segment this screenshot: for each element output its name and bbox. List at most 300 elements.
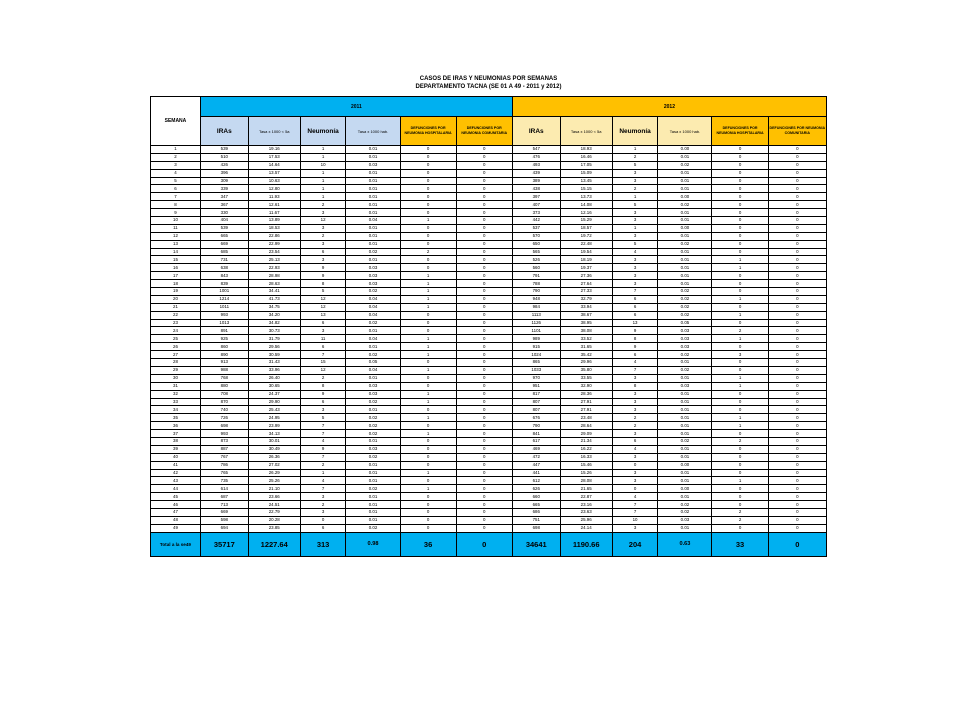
table-cell: 0.03	[658, 516, 712, 524]
table-cell: 0	[768, 256, 826, 264]
table-cell: 0.02	[658, 508, 712, 516]
table-cell: 0.03	[658, 327, 712, 335]
table-cell: 1011	[200, 303, 248, 311]
table-cell: 18.53	[248, 224, 300, 232]
table-cell: 0	[768, 201, 826, 209]
table-cell: 0	[712, 469, 768, 477]
table-cell: 0	[456, 335, 512, 343]
table-cell: 27.91	[560, 406, 612, 414]
table-cell: 27.36	[560, 272, 612, 280]
table-cell: 3	[612, 256, 658, 264]
table-cell: 0	[456, 217, 512, 225]
table-cell: 0	[456, 406, 512, 414]
table-row	[151, 280, 827, 288]
table-cell: 0.02	[658, 161, 712, 169]
table-cell: 0	[768, 501, 826, 509]
table-cell: 35.42	[560, 351, 612, 359]
table-cell: 1	[400, 485, 456, 493]
table-cell: 0	[456, 524, 512, 532]
table-cell: 2	[300, 201, 346, 209]
table-cell: 1	[400, 288, 456, 296]
table-cell: 10	[612, 516, 658, 524]
table-cell: 6	[612, 311, 658, 319]
table-cell: 0	[400, 374, 456, 382]
table-cell: 13	[612, 319, 658, 327]
table-cell: 2	[300, 374, 346, 382]
table-cell: 2	[300, 461, 346, 469]
table-cell: 23.16	[560, 501, 612, 509]
table-cell: 0	[768, 264, 826, 272]
table-cell: 3	[612, 524, 658, 532]
table-cell: 7	[300, 453, 346, 461]
table-cell: 0	[456, 280, 512, 288]
table-cell: 1101	[512, 327, 560, 335]
table-cell: 13	[300, 311, 346, 319]
table-cell: 8	[612, 382, 658, 390]
table-cell: 13.89	[248, 217, 300, 225]
table-cell: 4	[612, 493, 658, 501]
table-row	[151, 288, 827, 296]
table-cell: 6	[612, 437, 658, 445]
table-cell: 3	[612, 280, 658, 288]
table-cell: 0.05	[346, 359, 400, 367]
week-cell: 38	[151, 437, 201, 445]
table-cell: 0.01	[346, 461, 400, 469]
table-cell: 23.63	[560, 508, 612, 516]
table-cell: 397	[512, 193, 560, 201]
table-cell: 0	[456, 327, 512, 335]
table-cell: 0.02	[658, 240, 712, 248]
table-cell: 0.01	[658, 445, 712, 453]
table-cell: 0	[400, 493, 456, 501]
week-cell: 9	[151, 209, 201, 217]
table-cell: 11	[300, 335, 346, 343]
table-cell: 1	[712, 335, 768, 343]
table-cell: 12.16	[560, 209, 612, 217]
table-cell: 23.99	[248, 422, 300, 430]
table-cell: 0.01	[346, 516, 400, 524]
table-cell: 0.02	[658, 311, 712, 319]
table-cell: 0	[768, 461, 826, 469]
table-cell: 0	[768, 327, 826, 335]
table-cell: 988	[200, 366, 248, 374]
table-row	[151, 201, 827, 209]
table-cell: 768	[200, 374, 248, 382]
table-cell: 10.63	[248, 177, 300, 185]
table-cell: 0.01	[658, 430, 712, 438]
table-cell: 870	[200, 398, 248, 406]
table-cell: 0	[712, 303, 768, 311]
table-cell: 28.63	[248, 280, 300, 288]
table-cell: 12	[300, 366, 346, 374]
table-cell: 526	[512, 256, 560, 264]
table-cell: 1	[400, 366, 456, 374]
table-cell: 28.08	[560, 477, 612, 485]
table-cell: 565	[512, 248, 560, 256]
table-cell: 650	[512, 240, 560, 248]
table-cell: 0	[768, 217, 826, 225]
table-cell: 0	[768, 161, 826, 169]
table-cell: 28.98	[248, 272, 300, 280]
table-cell: 0	[712, 288, 768, 296]
week-cell: 23	[151, 319, 201, 327]
week-cell: 6	[151, 185, 201, 193]
table-cell: 27.33	[560, 288, 612, 296]
table-row	[151, 516, 827, 524]
table-cell: 0	[768, 493, 826, 501]
table-cell: 0	[400, 406, 456, 414]
week-cell: 26	[151, 343, 201, 351]
table-cell: 807	[512, 406, 560, 414]
table-cell: 7	[612, 508, 658, 516]
table-cell: 27.64	[560, 280, 612, 288]
table-cell: 0	[456, 430, 512, 438]
table-cell: 0	[456, 359, 512, 367]
week-cell: 7	[151, 193, 201, 201]
semana-header: SEMANA	[151, 97, 201, 146]
col-def-hosp-2012: DEFUNCIONES POR NEUMONIA HOSPITALARIA	[712, 117, 768, 146]
table-cell: 984	[512, 303, 560, 311]
table-cell: 3	[612, 217, 658, 225]
table-cell: 396	[200, 169, 248, 177]
table-cell: 0.01	[658, 177, 712, 185]
table-row	[151, 430, 827, 438]
table-row	[151, 193, 827, 201]
table-cell: 29.56	[248, 343, 300, 351]
table-cell: 0.01	[346, 493, 400, 501]
table-cell: 0	[712, 177, 768, 185]
table-cell: 0	[400, 264, 456, 272]
table-cell: 0	[456, 272, 512, 280]
col-def-com-2012: DEFUNCIONES POR NEUMONIA COMUNITARIA	[768, 117, 826, 146]
table-cell: 1	[300, 193, 346, 201]
table-cell: 2	[612, 185, 658, 193]
table-cell: 16.46	[560, 153, 612, 161]
table-row	[151, 319, 827, 327]
table-cell: 0.01	[658, 477, 712, 485]
table-cell: 0	[712, 169, 768, 177]
table-cell: 0.02	[658, 437, 712, 445]
table-cell: 0	[768, 343, 826, 351]
table-cell: 0	[712, 209, 768, 217]
table-cell: 547	[512, 146, 560, 154]
week-cell: 35	[151, 414, 201, 422]
table-cell: 476	[512, 153, 560, 161]
table-cell: 713	[200, 501, 248, 509]
table-cell: 438	[512, 185, 560, 193]
col-neumonia-2012: Neumonía	[612, 117, 658, 146]
table-cell: 0	[456, 169, 512, 177]
totals-cell: 33	[712, 532, 768, 556]
table-cell: 0.01	[658, 469, 712, 477]
table-cell: 698	[200, 422, 248, 430]
table-cell: 788	[512, 280, 560, 288]
table-cell: 439	[512, 169, 560, 177]
col-tasa-iras-2012: Tasa x 1000 < 5a	[560, 117, 612, 146]
table-cell: 34.82	[248, 319, 300, 327]
table-row	[151, 461, 827, 469]
table-cell: 6	[300, 343, 346, 351]
table-cell: 0	[400, 501, 456, 509]
table-cell: 1	[712, 295, 768, 303]
table-cell: 17.53	[248, 153, 300, 161]
table-cell: 0.01	[346, 240, 400, 248]
table-cell: 3	[612, 272, 658, 280]
table-cell: 790	[512, 288, 560, 296]
table-cell: 27.91	[560, 398, 612, 406]
table-row	[151, 335, 827, 343]
table-cell: 0.01	[658, 453, 712, 461]
table-cell: 3	[612, 453, 658, 461]
week-cell: 42	[151, 469, 201, 477]
table-cell: 0.01	[346, 327, 400, 335]
table-cell: 0	[768, 430, 826, 438]
table-cell: 0.01	[658, 414, 712, 422]
table-cell: 0.01	[658, 398, 712, 406]
table-cell: 614	[200, 485, 248, 493]
table-cell: 0	[768, 319, 826, 327]
table-cell: 3	[612, 406, 658, 414]
table-cell: 28.36	[560, 390, 612, 398]
table-cell: 0	[456, 437, 512, 445]
table-cell: 626	[512, 485, 560, 493]
table-cell: 0	[400, 209, 456, 217]
table-cell: 0.04	[346, 295, 400, 303]
table-cell: 30.49	[248, 445, 300, 453]
table-cell: 1	[300, 169, 346, 177]
title-line-2: DEPARTAMENTO TACNA (SE 01 A 49 - 2011 y 2012)	[415, 84, 562, 90]
table-cell: 309	[200, 177, 248, 185]
table-cell: 0.00	[658, 485, 712, 493]
table-cell: 0.01	[658, 422, 712, 430]
table-cell: 0.03	[346, 272, 400, 280]
table-cell: 617	[512, 437, 560, 445]
table-cell: 22.87	[560, 493, 612, 501]
table-cell: 9	[300, 264, 346, 272]
table-cell: 426	[200, 161, 248, 169]
table-cell: 1	[400, 280, 456, 288]
week-cell: 43	[151, 477, 201, 485]
table-cell: 0	[768, 485, 826, 493]
table-cell: 0.02	[346, 288, 400, 296]
table-cell: 6	[300, 398, 346, 406]
table-cell: 0.04	[346, 366, 400, 374]
table-cell: 18.57	[560, 224, 612, 232]
table-cell: 0.01	[346, 177, 400, 185]
table-cell: 0.02	[346, 422, 400, 430]
table-cell: 1	[400, 390, 456, 398]
table-cell: 0	[768, 374, 826, 382]
table-cell: 15.46	[560, 461, 612, 469]
table-cell: 0.01	[346, 232, 400, 240]
table-cell: 0	[400, 477, 456, 485]
week-cell: 18	[151, 280, 201, 288]
table-cell: 3	[612, 430, 658, 438]
table-cell: 3	[612, 477, 658, 485]
table-cell: 0	[712, 161, 768, 169]
table-cell: 0	[400, 161, 456, 169]
table-cell: 913	[200, 359, 248, 367]
table-cell: 790	[512, 422, 560, 430]
table-row	[151, 256, 827, 264]
table-cell: 7	[300, 430, 346, 438]
table-cell: 1	[400, 335, 456, 343]
table-row	[151, 524, 827, 532]
table-cell: 19.16	[248, 146, 300, 154]
table-cell: 0	[768, 272, 826, 280]
totals-cell: 0	[768, 532, 826, 556]
table-cell: 638	[200, 264, 248, 272]
table-cell: 0	[712, 359, 768, 367]
table-cell: 15.15	[560, 185, 612, 193]
table-cell: 25.43	[248, 406, 300, 414]
table-cell: 4	[612, 359, 658, 367]
table-cell: 0.01	[346, 209, 400, 217]
table-cell: 0	[712, 193, 768, 201]
table-cell: 15	[300, 359, 346, 367]
table-cell: 0	[456, 177, 512, 185]
table-cell: 7	[300, 485, 346, 493]
table-cell: 30.59	[248, 351, 300, 359]
table-cell: 0	[456, 501, 512, 509]
table-cell: 0.01	[658, 185, 712, 193]
week-cell: 20	[151, 295, 201, 303]
week-cell: 41	[151, 461, 201, 469]
table-cell: 0.01	[658, 359, 712, 367]
table-cell: 0	[768, 335, 826, 343]
table-cell: 0.01	[658, 406, 712, 414]
table-cell: 510	[200, 153, 248, 161]
table-cell: 0	[456, 153, 512, 161]
table-cell: 0	[712, 272, 768, 280]
table-cell: 731	[200, 256, 248, 264]
table-cell: 0.04	[346, 217, 400, 225]
table-cell: 843	[200, 272, 248, 280]
table-cell: 9	[300, 272, 346, 280]
table-cell: 0	[768, 366, 826, 374]
table-cell: 0	[456, 351, 512, 359]
table-row	[151, 232, 827, 240]
table-cell: 7	[300, 351, 346, 359]
table-cell: 19.37	[560, 264, 612, 272]
table-cell: 0.01	[346, 469, 400, 477]
week-cell: 11	[151, 224, 201, 232]
table-cell: 34.75	[248, 303, 300, 311]
table-cell: 29.90	[248, 398, 300, 406]
table-cell: 0	[768, 445, 826, 453]
table-cell: 0	[768, 193, 826, 201]
table-cell: 1	[712, 477, 768, 485]
table-cell: 890	[200, 351, 248, 359]
table-cell: 13.45	[560, 177, 612, 185]
table-cell: 14.08	[560, 201, 612, 209]
table-cell: 0	[400, 232, 456, 240]
year-2012-header: 2012	[512, 97, 826, 117]
table-cell: 5	[612, 240, 658, 248]
table-cell: 0.01	[658, 280, 712, 288]
table-cell: 1	[400, 414, 456, 422]
table-cell: 0.01	[658, 232, 712, 240]
table-cell: 0	[456, 398, 512, 406]
table-cell: 767	[200, 453, 248, 461]
table-cell: 32.90	[560, 382, 612, 390]
table-cell: 3	[300, 406, 346, 414]
table-cell: 989	[512, 335, 560, 343]
table-cell: 24.51	[248, 501, 300, 509]
table-cell: 0	[712, 217, 768, 225]
table-cell: 31.65	[560, 343, 612, 351]
table-cell: 0	[400, 146, 456, 154]
table-cell: 6	[300, 248, 346, 256]
table-cell: 0	[400, 201, 456, 209]
table-cell: 23.54	[248, 248, 300, 256]
table-cell: 880	[200, 382, 248, 390]
week-cell: 4	[151, 169, 201, 177]
week-cell: 8	[151, 201, 201, 209]
table-row	[151, 209, 827, 217]
table-cell: 925	[200, 335, 248, 343]
table-cell: 28.64	[560, 422, 612, 430]
table-cell: 0.01	[658, 493, 712, 501]
totals-cell: 0	[456, 532, 512, 556]
table-cell: 0	[768, 185, 826, 193]
table-cell: 0.04	[346, 311, 400, 319]
table-cell: 16.33	[560, 453, 612, 461]
table-cell: 0	[712, 146, 768, 154]
table-cell: 3	[612, 398, 658, 406]
table-cell: 34.41	[248, 288, 300, 296]
table-cell: 0	[712, 201, 768, 209]
col-def-com-2011: DEFUNCIONES POR NEUMONIA COMUNITARIA	[456, 117, 512, 146]
totals-cell: 0.98	[346, 532, 400, 556]
table-cell: 7	[612, 366, 658, 374]
table-cell: 21.65	[560, 485, 612, 493]
table-cell: 3	[300, 240, 346, 248]
report-title	[150, 75, 827, 91]
table-row	[151, 406, 827, 414]
table-cell: 0	[712, 445, 768, 453]
table-cell: 915	[512, 343, 560, 351]
table-cell: 33.52	[560, 335, 612, 343]
table-cell: 0.01	[658, 272, 712, 280]
table-row	[151, 382, 827, 390]
table-cell: 0	[456, 264, 512, 272]
table-cell: 2	[712, 437, 768, 445]
week-cell: 2	[151, 153, 201, 161]
table-cell: 0.01	[346, 169, 400, 177]
table-cell: 23.48	[560, 414, 612, 422]
table-cell: 685	[200, 248, 248, 256]
table-cell: 0	[456, 295, 512, 303]
table-cell: 31.43	[248, 359, 300, 367]
totals-cell: 1190.66	[560, 532, 612, 556]
table-cell: 0.02	[658, 288, 712, 296]
table-row	[151, 477, 827, 485]
table-cell: 891	[200, 327, 248, 335]
table-cell: 0	[768, 398, 826, 406]
table-cell: 0	[400, 422, 456, 430]
table-cell: 887	[200, 445, 248, 453]
table-cell: 4	[300, 437, 346, 445]
table-cell: 27.02	[248, 461, 300, 469]
table-cell: 0.01	[346, 406, 400, 414]
table-cell: 0	[400, 461, 456, 469]
table-cell: 0	[456, 414, 512, 422]
table-cell: 19.54	[560, 248, 612, 256]
table-cell: 0	[712, 390, 768, 398]
table-cell: 367	[200, 201, 248, 209]
table-cell: 0	[712, 232, 768, 240]
